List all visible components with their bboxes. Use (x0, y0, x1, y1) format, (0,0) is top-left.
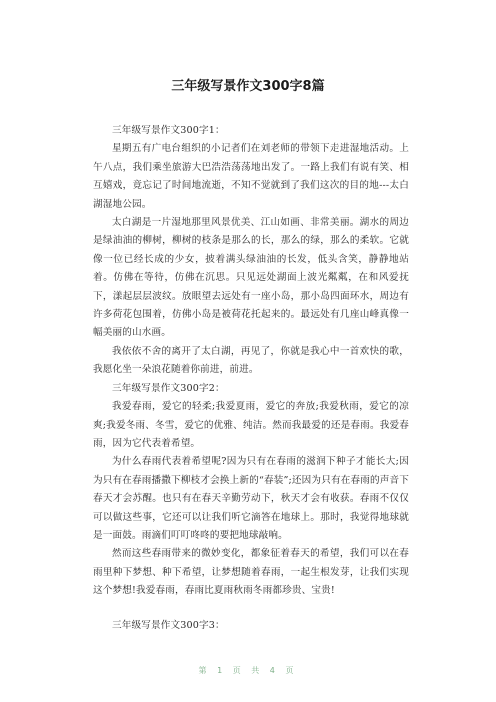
page-footer (0, 665, 496, 676)
paragraph: 星期五有广电台组织的小记者们在刘老师的带领下走进湿地活动。上午八点，我们乘坐旅游大巴浩浩荡荡地出发了。一路上我们有说有笑、相互嬉戏，竟忘记了时间地流逝，不知不觉就到了我们这次的目的地---太白湖湿地公园。 (93, 143, 409, 210)
paragraph: 太白湖是一片湿地那里风景优美、江山如画、非常美丽。湖水的周边是绿油油的柳树，柳树的枝条是那么的长，那么的绿，那么的柔软。它就像一位已经长成的少女，披着满头绿油油的长发，低头含笑，静静地站着。仿佛在等待，仿佛在沉思。只见远处湖面上波光粼粼，在和风爱抚下，漾起层层波纹。放眼望去远处有一座小岛，那小岛四面环水，周边有许多荷花包围着，仿佛小岛是被荷花托起来的。最远处有几座山峰真像一幅美丽的山水画。 (93, 217, 409, 339)
paragraph: 我依依不舍的离开了太白湖，再见了，你就是我心中一首欢快的歌，我愿化坐一朵浪花随着你前进，前进。 (93, 345, 409, 376)
section-spacer (93, 601, 409, 617)
paragraph: 然而这些春雨带来的微妙变化，都象征着春天的希望，我们可以在春雨里种下梦想、种下希望，让梦想随着春雨，一起生根发芽，让我们实现这个梦想!我爱春雨，春雨比夏雨秋雨冬雨都珍贵、宝贵! (93, 548, 409, 597)
paragraph: 为什么春雨代表着希望呢?因为只有在春雨的滋润下种子才能长大;因为只有在春雨播撒下柳枝才会换上新的“春装”;还因为只有在春雨的声音下春天才会苏醒。也只有在春天辛勤劳动下，秋天才会有收获。春雨不仅仅可以做这些事，它还可以让我们听它滴答在地球上。那时，我觉得地球就是一面鼓。雨滴们叮叮咚咚的要把地球敲响。 (93, 456, 409, 541)
section-heading-2: 三年级写景作文300字2： (112, 382, 225, 394)
section-heading-1: 三年级写景作文300字1： (112, 125, 225, 136)
document-body (93, 122, 409, 635)
document-title: 三年级写景作文300字8篇 (171, 79, 325, 94)
page-number-label: 第 1 页 共 4 页 (198, 666, 298, 675)
section-heading-3: 三年级写景作文300字3： (112, 619, 225, 631)
paragraph: 我爱春雨，爱它的轻柔;我爱夏雨，爱它的奔放;我爱秋雨，爱它的凉爽;我爱冬雨、冬雪，爱它的优雅、纯洁。然而我最爱的还是春雨。我爱春雨，因为它代表着希望。 (93, 401, 409, 449)
